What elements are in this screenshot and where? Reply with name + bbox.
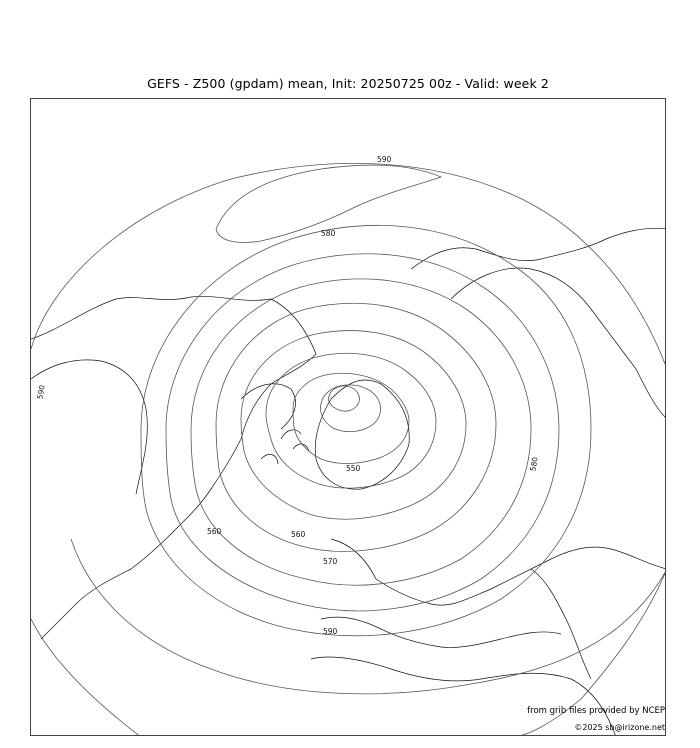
- coastlines: [31, 228, 666, 736]
- contour-590-outer: [31, 163, 666, 736]
- coastline-arabia: [531, 569, 591, 679]
- coastline-africa: [311, 657, 616, 736]
- contour-label: 590: [377, 155, 392, 164]
- contour-550: [216, 303, 496, 551]
- contour-pole-low: [328, 386, 359, 411]
- coastline-siberia: [411, 228, 666, 269]
- data-credit: from grib files provided by NCEP: [527, 706, 665, 716]
- coastline-mediterranean: [321, 617, 561, 647]
- coastline-islands-arctic: [261, 430, 309, 464]
- contour-label: 590: [35, 384, 47, 400]
- map-title: GEFS - Z500 (gpdam) mean, Init: 20250725 00z - Valid: week 2: [147, 76, 549, 91]
- contour-560: [191, 279, 531, 585]
- contour-label: 580: [528, 456, 540, 472]
- contour-labels: [35, 155, 539, 636]
- contour-label: 560: [207, 527, 222, 536]
- contour-label: 570: [323, 557, 338, 566]
- z500-contours: [31, 163, 666, 736]
- contour-510: [321, 385, 381, 432]
- coastline-hudson: [241, 384, 296, 429]
- coastline-north-america: [31, 296, 316, 639]
- copyright-credit: ©2025 sb@irizone.net: [574, 723, 665, 732]
- coastline-asia: [451, 268, 666, 419]
- contour-label: 590: [323, 627, 338, 636]
- coastline-europe: [331, 539, 666, 605]
- contour-label: 580: [321, 229, 336, 238]
- contour-570: [166, 254, 559, 611]
- contour-540: [241, 331, 466, 520]
- coastline-alaska: [31, 360, 147, 494]
- contour-590-south: [71, 539, 666, 694]
- map-frame: [30, 98, 666, 736]
- coastline-greenland: [315, 380, 409, 489]
- contour-label: 560: [291, 530, 306, 539]
- map-canvas: [31, 99, 666, 736]
- contour-520: [293, 373, 409, 463]
- contour-label: 550: [346, 464, 361, 473]
- contour-580: [141, 225, 591, 635]
